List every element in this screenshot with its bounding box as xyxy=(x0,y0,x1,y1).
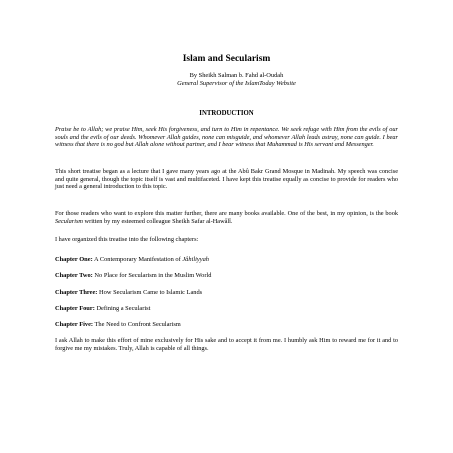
chapter-title: How Secularism Came to Islamic Lands xyxy=(99,289,203,296)
chapter-four-line xyxy=(55,305,398,313)
further-reading-paragraph xyxy=(55,210,398,225)
section-heading: INTRODUCTION xyxy=(199,110,254,117)
chapter-title: A Contemporary Manifestation of xyxy=(93,256,183,263)
book-title: Secularism xyxy=(55,217,83,225)
further-reading-text-start: For those readers who want to explore this matter further, there are many books available. One of the best, in my opinion, is the book xyxy=(55,210,398,217)
chapter-two-line xyxy=(55,272,398,280)
intro-prayer-paragraph: Praise be to Allah; we praise Him, seek His forgiveness, and turn to Him in repentance. We seek refuge with Him from the evils of our souls and the evils of our deeds. Whomever Allah guides, none can misguide, and whomever Allah leads astray, none can guide. I bear witness that there is no god but Allah alone without partner, and I bear witness that Muhammad is His servant and Messenger. xyxy=(55,126,398,148)
lecture-origin-paragraph: This short treatise began as a lecture that I gave many years ago at the Abû Bakr Grand Mosque in Madinah. My speech was concise and quite general, though the topic itself is vast and multifaceted. I have kept this treatise equally as concise to provide for readers who just need a general introduction to this topic. xyxy=(55,168,398,190)
author-role: General Supervisor of the IslamToday Website xyxy=(177,79,296,87)
document-title: Islam and Secularism xyxy=(182,54,271,64)
byline xyxy=(75,72,398,87)
chapter-title-italic: Jâhiliyyah xyxy=(182,256,209,263)
chapter-five-line xyxy=(55,321,398,329)
further-reading-text-end: written by my esteemed colleague Sheikh Safar al-Hawâlî. xyxy=(82,217,233,225)
chapter-three-line xyxy=(55,289,398,297)
author-name: By Sheikh Salman b. Fahd al-Oudah xyxy=(189,72,284,79)
closing-paragraph: I ask Allah to make this effort of mine exclusively for His sake and to accept it from me. I humbly ask Him to reward me for it and to forgive me my mistakes. Truly, Allah is capable of all things. xyxy=(55,337,398,352)
chapter-label: Chapter Four: xyxy=(55,305,95,312)
chapter-title: The Need to Confront Secularism xyxy=(94,321,181,328)
chapter-label: Chapter One: xyxy=(55,256,93,263)
chapter-one-line xyxy=(55,256,398,264)
chapter-label: Chapter Five: xyxy=(55,321,94,328)
chapters-intro-paragraph: I have organized this treatise into the following chapters: xyxy=(55,236,199,243)
chapter-title: No Place for Secularism in the Muslim World xyxy=(94,272,212,279)
chapter-label: Chapter Two: xyxy=(55,272,93,279)
chapter-title: Defining a Secularist xyxy=(96,305,151,312)
chapter-label: Chapter Three: xyxy=(55,289,98,296)
